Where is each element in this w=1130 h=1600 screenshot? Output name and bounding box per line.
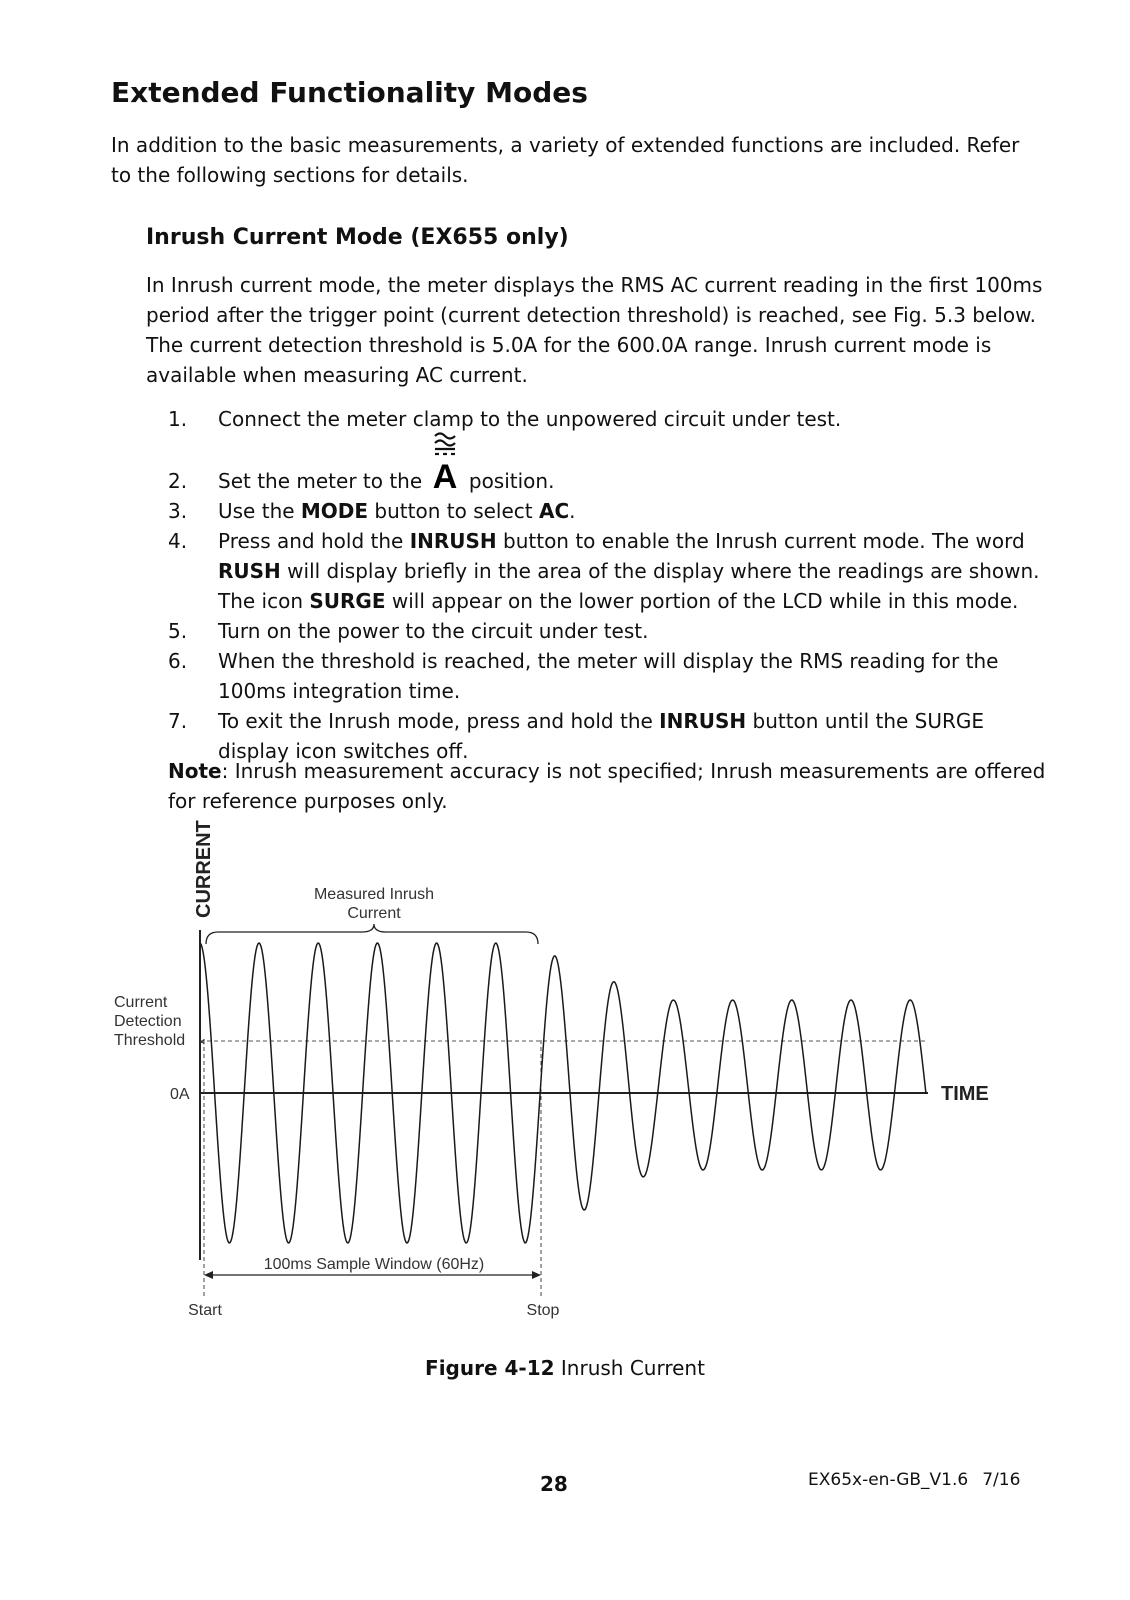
measured-label-line2: Current — [347, 905, 401, 922]
section-heading: Extended Functionality Modes — [111, 76, 588, 109]
stop-label: Stop — [526, 1302, 560, 1319]
subsection-heading: Inrush Current Mode (EX655 only) — [146, 225, 569, 250]
zero-label: 0A — [170, 1086, 190, 1103]
document-id: EX65x-en-GB_V1.6 7/16 — [808, 1470, 1021, 1490]
page-number: 28 — [540, 1472, 568, 1496]
threshold-label-1: Current — [114, 994, 168, 1011]
accuracy-note: Note: Inrush measurement accuracy is not specified; Inrush measurements are offered for reference purposes only. — [168, 759, 1046, 813]
threshold-marker: × — [198, 1034, 206, 1049]
sample-window-label: 100ms Sample Window (60Hz) — [263, 1256, 485, 1273]
step-4: 4. Press and hold the INRUSH button to enable the Inrush current mode. The word RUSH will display briefly in the area of the display where the readings are shown. The icon SURGE will appear on the lower portion of the LCD while in this mode. — [168, 529, 1040, 613]
x-axis-label: TIME — [941, 1083, 989, 1105]
threshold-label-3: Threshold — [114, 1032, 186, 1049]
step-5: 5. Turn on the power to the circuit under test. — [168, 619, 649, 643]
step-6: 6. When the threshold is reached, the meter will display the RMS reading for the 100ms integration time. — [168, 649, 999, 703]
measured-label-line1: Measured Inrush — [313, 886, 435, 903]
y-axis-label: CURRENT — [193, 820, 215, 918]
inrush-current-figure — [100, 810, 1040, 1330]
ac-amps-dial-icon — [429, 458, 463, 496]
procedure-steps — [168, 404, 1048, 766]
intro-paragraph: In addition to the basic measurements, a variety of extended functions are included. Refer to the following sections for details. — [111, 133, 1020, 187]
figure-caption: Figure 4-12 Inrush Current — [425, 1356, 705, 1380]
start-label: Start — [188, 1302, 222, 1319]
step-3: 3. Use the MODE button to select AC. — [168, 499, 576, 523]
arrowhead-right — [532, 1271, 541, 1279]
svg-text:A: A — [432, 458, 457, 496]
step-1: 1. Connect the meter clamp to the unpowered circuit under test. — [168, 407, 842, 431]
inrush-description: In Inrush current mode, the meter displays the RMS AC current reading in the first 100ms period after the trigger point (current detection threshold) is reached, see Fig. 5.3 below. The current detection threshold is 5.0A for the 600.0A range. Inrush current mode is available when measuring AC current. — [146, 273, 1043, 387]
threshold-label-2: Detection — [114, 1013, 182, 1030]
arrowhead-left — [204, 1271, 213, 1279]
measured-brace — [206, 924, 538, 944]
step-7: 7. To exit the Inrush mode, press and hold the INRUSH button until the SURGE display icon switches off. — [168, 709, 985, 763]
step-2: 2. Set the meter to the A position. — [168, 434, 1048, 496]
